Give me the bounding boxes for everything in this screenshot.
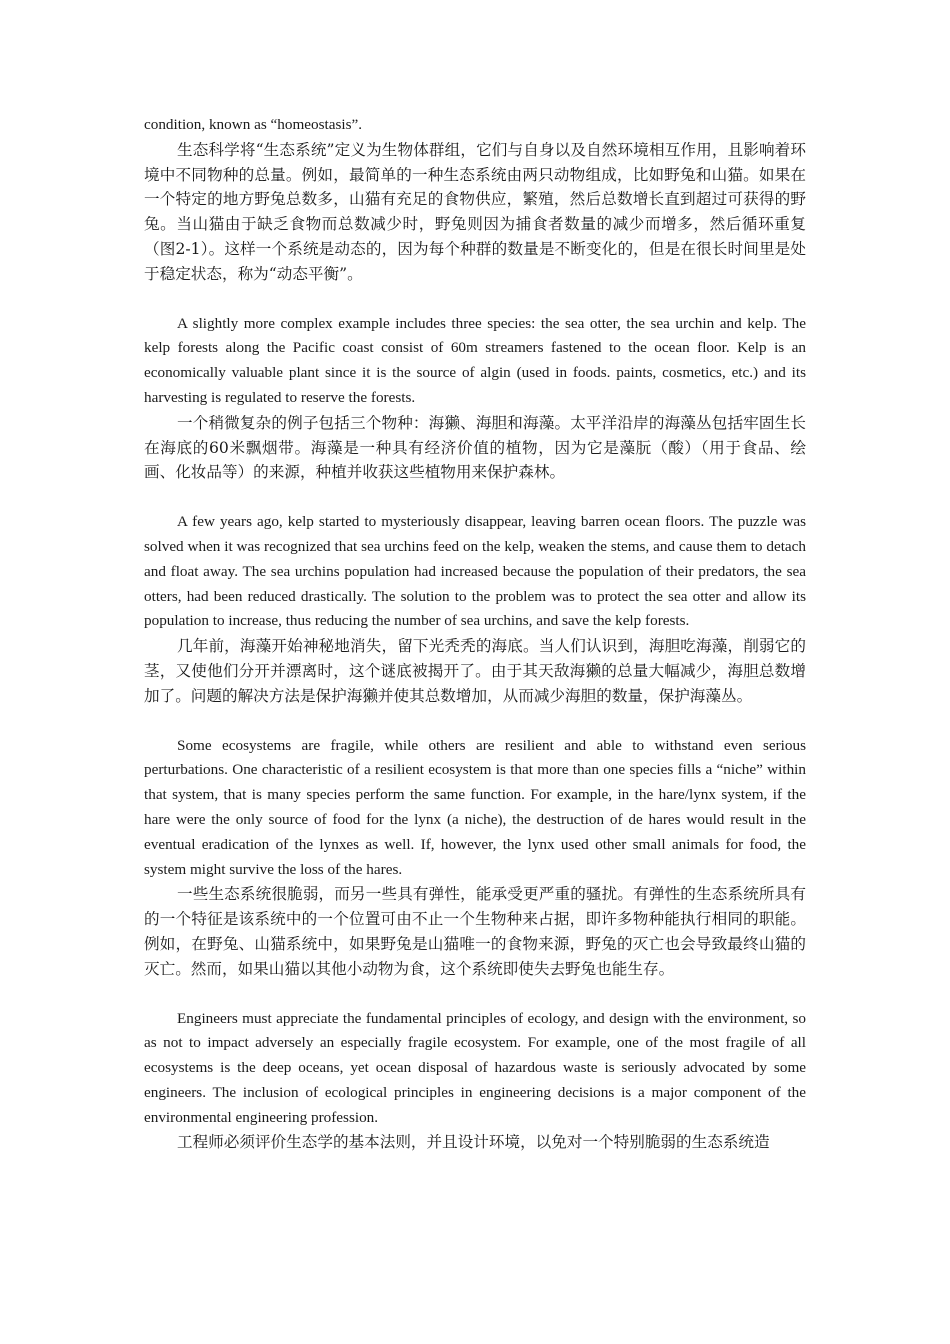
paragraph-zh-4: 工程师必须评价生态学的基本法则，并且设计环境，以免对一个特别脆弱的生态系统造: [177, 1133, 770, 1152]
paragraph-en-4: Engineers must appreciate the fundamental principles of ecology, and design with the environment, so as not to impact adversely an especially fragile ecosystem. For example, one of the most fragile of all ecosystems is the deep oceans, yet ocean disposal of hazardous waste is seriously advocated by some engineers. The inclusion of ecological principles in engineering decisions is a major component of the environmental engineering profession.: [144, 1009, 806, 1126]
document-page: [144, 113, 806, 1155]
paragraph-zh-3: 一些生态系统很脆弱，而另一些具有弹性，能承受更严重的骚扰。有弹性的生态系统所具有的一个特征是该系统中的一个位置可由不止一个生物种来占据，即许多物种能执行相同的职能。例如，在野兔、山猫系统中，如果野兔是山猫唯一的食物来源，野兔的灭亡也会导致最终山猫的灭亡。然而，如果山猫以其他小动物为食，这个系统即使失去野兔也能生存。: [144, 885, 806, 978]
paragraph-gap: [144, 287, 806, 312]
paragraph-gap: [144, 982, 806, 1007]
paragraph-en-3: Some ecosystems are fragile, while others are resilient and able to withstand even serious perturbations. One characteristic of a resilient ecosystem is that more than one species fills a “niche” within that system, that is many species perform the same function. For example, in the hare/lynx system, if the hare were the only source of food for the lynx (a niche), the destruction of de hares would result in the eventual eradication of the lynxes as well. If, however, the lynx used other small animals for food, the system might survive the loss of the hares.: [144, 736, 806, 878]
paragraph-zh-1: 一个稍微复杂的例子包括三个物种：海獭、海胆和海藻。太平洋沿岸的海藻丛包括牢固生长在海底的60米飘烟带。海藻是一种具有经济价值的植物，因为它是藻朊（酸）（用于食品、绘画、化妆品等）的来源，种植并收获这些植物用来保护森林。: [144, 413, 806, 482]
paragraph-zh-2: 几年前，海藻开始神秘地消失，留下光秃秃的海底。当人们认识到，海胆吃海藻，削弱它的茎，又使他们分开并漂离时，这个谜底被揭开了。由于其天敌海獭的总量大幅减少，海胆总数增加了。问题的解决方法是保护海獭并使其总数增加，从而减少海胆的数量，保护海藻丛。: [144, 637, 806, 705]
paragraph-en-0-tail: condition, known as “homeostasis”.: [144, 116, 363, 133]
paragraph-en-2: A few years ago, kelp started to mysteriously disappear, leaving barren ocean floors. The puzzle was solved when it was recognized that sea urchins feed on the kelp, weaken the stems, and cause them to detach and float away. The sea urchins population had increased because the population of their predators, the sea otters, had been reduced drastically. The solution to the problem was to protect the sea otter and allow its population to increase, thus reducing the number of sea urchins, and save the kelp forests.: [144, 513, 806, 630]
paragraph-gap: [144, 709, 806, 734]
paragraph-en-1: A slightly more complex example includes three species: the sea otter, the sea urchin and kelp. The kelp forests along the Pacific coast consist of 60m streamers fastened to the ocean floor. Kelp is an economically valuable plant since it is the source of algin (used in foods. paints, cosmetics, etc.) and its harvesting is regulated to reserve the forests.: [144, 314, 806, 406]
paragraph-zh-0: 生态科学将“生态系统”定义为生物体群组，它们与自身以及自然环境相互作用，且影响着环境中不同物种的总量。例如，最简单的一种生态系统由两只动物组成，比如野兔和山猫。如果在一个特定的地方野兔总数多，山猫有充足的食物供应，繁殖，然后总数增长直到超过可获得的野兔。当山猫由于缺乏食物而总数减少时，野兔则因为捕食者数量的减少而增多，然后循环重复（图2-1）。这样一个系统是动态的，因为每个种群的数量是不断变化的，但是在很长时间里是处于稳定状态，称为“动态平衡”。: [144, 140, 806, 283]
paragraph-gap: [144, 485, 806, 510]
